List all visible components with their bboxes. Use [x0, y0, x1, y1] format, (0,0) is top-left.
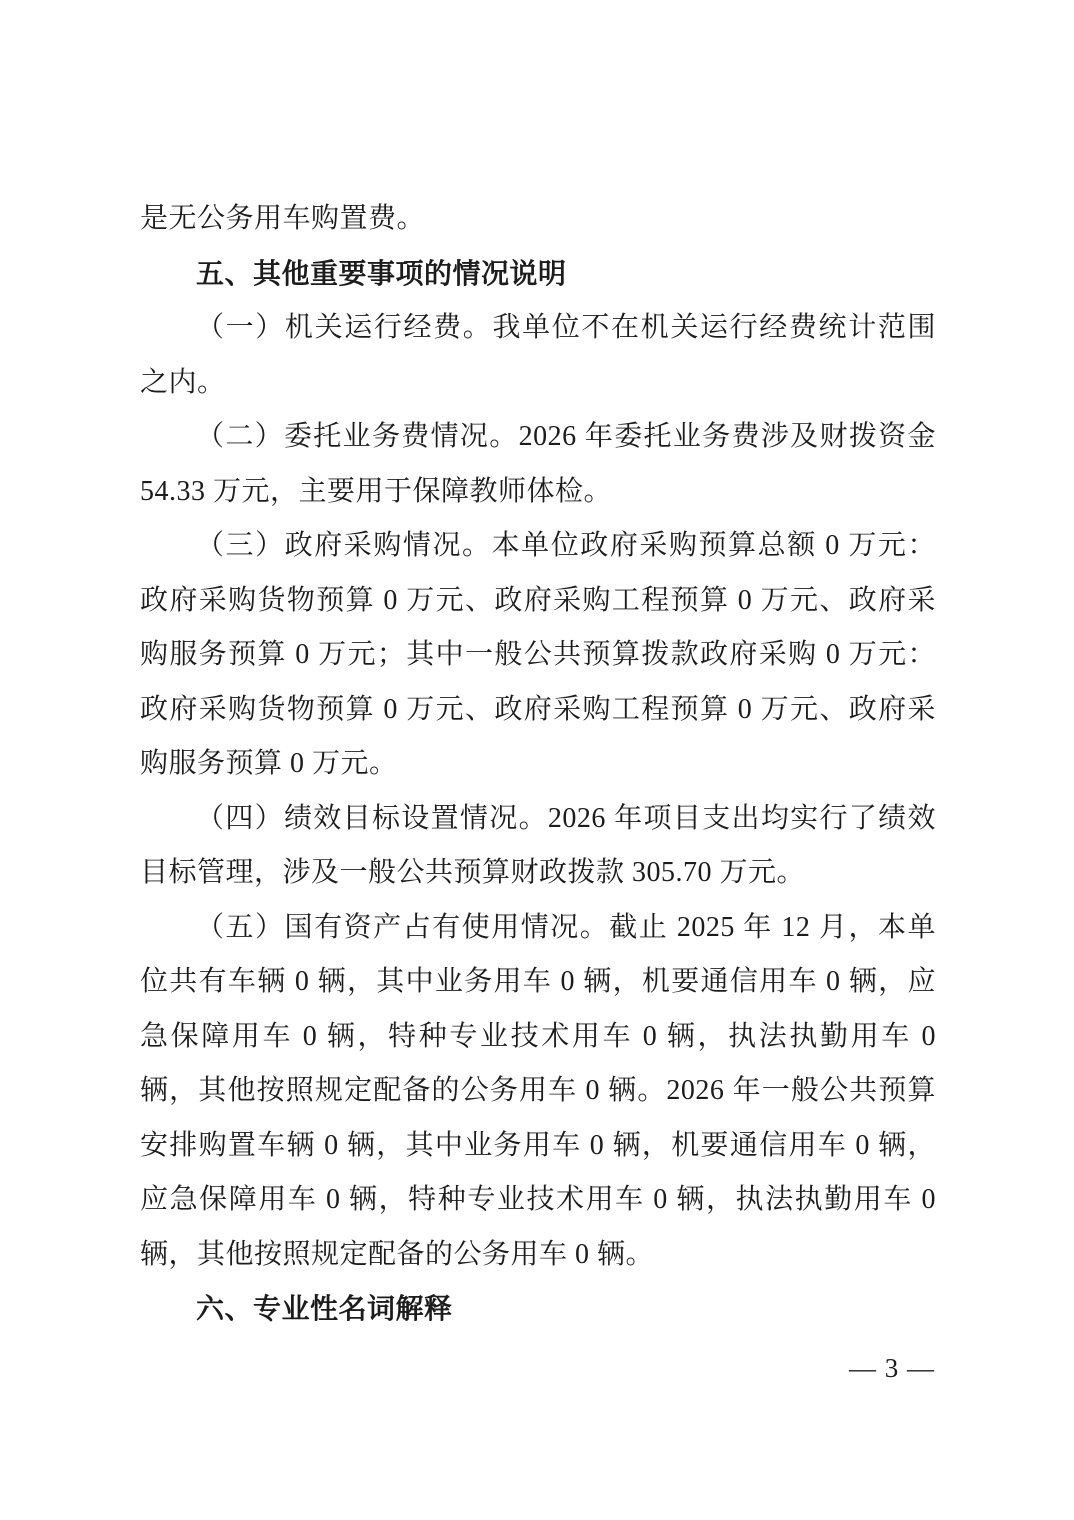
document-body	[140, 192, 936, 1337]
paragraph-item-2-entrusted-business-fee: （二）委托业务费情况。2026 年委托业务费涉及财拨资金 54.33 万元，主要用于保障教师体检。	[140, 421, 936, 507]
paragraph-item-1-agency-operating-expense: （一）机关运行经费。我单位不在机关运行经费统计范围之内。	[140, 312, 936, 398]
paragraph-continuation: 是无公务用车购置费。	[140, 203, 426, 234]
page-footer	[849, 1348, 935, 1388]
paragraph-item-5-state-owned-assets: （五）国有资产占有使用情况。截止 2025 年 12 月，本单位共有车辆 0 辆，其中业务用车 0 辆，机要通信用车 0 辆，应急保障用车 0 辆，特种专业技术用车 0 辆，执法执勤用车 0 辆，其他按照规定配备的公务用车 0 辆。2026 年一般公共预算安排购置车辆 0 辆，其中业务用车 0 辆，机要通信用车 0 辆，应急保障用车 0 辆，特种专业技术用车 0 辆，执法执勤用车 0 辆，其他按照规定配备的公务用车 0 辆。	[140, 911, 936, 1270]
paragraph-item-4-performance-targets: （四）绩效目标设置情况。2026 年项目支出均实行了绩效目标管理，涉及一般公共预算财政拨款 305.70 万元。	[140, 802, 936, 888]
paragraph-item-3-government-procurement: （三）政府采购情况。本单位政府采购预算总额 0 万元：政府采购货物预算 0 万元、政府采购工程预算 0 万元、政府采购服务预算 0 万元；其中一般公共预算拨款政府采购 0 万元：政府采购货物预算 0 万元、政府采购工程预算 0 万元、政府采购服务预算 0 万元。	[140, 530, 936, 779]
section-heading-six: 六、专业性名词解释	[196, 1293, 453, 1324]
page-number: — 3 —	[849, 1353, 935, 1383]
section-heading-five: 五、其他重要事项的情况说明	[196, 257, 567, 289]
